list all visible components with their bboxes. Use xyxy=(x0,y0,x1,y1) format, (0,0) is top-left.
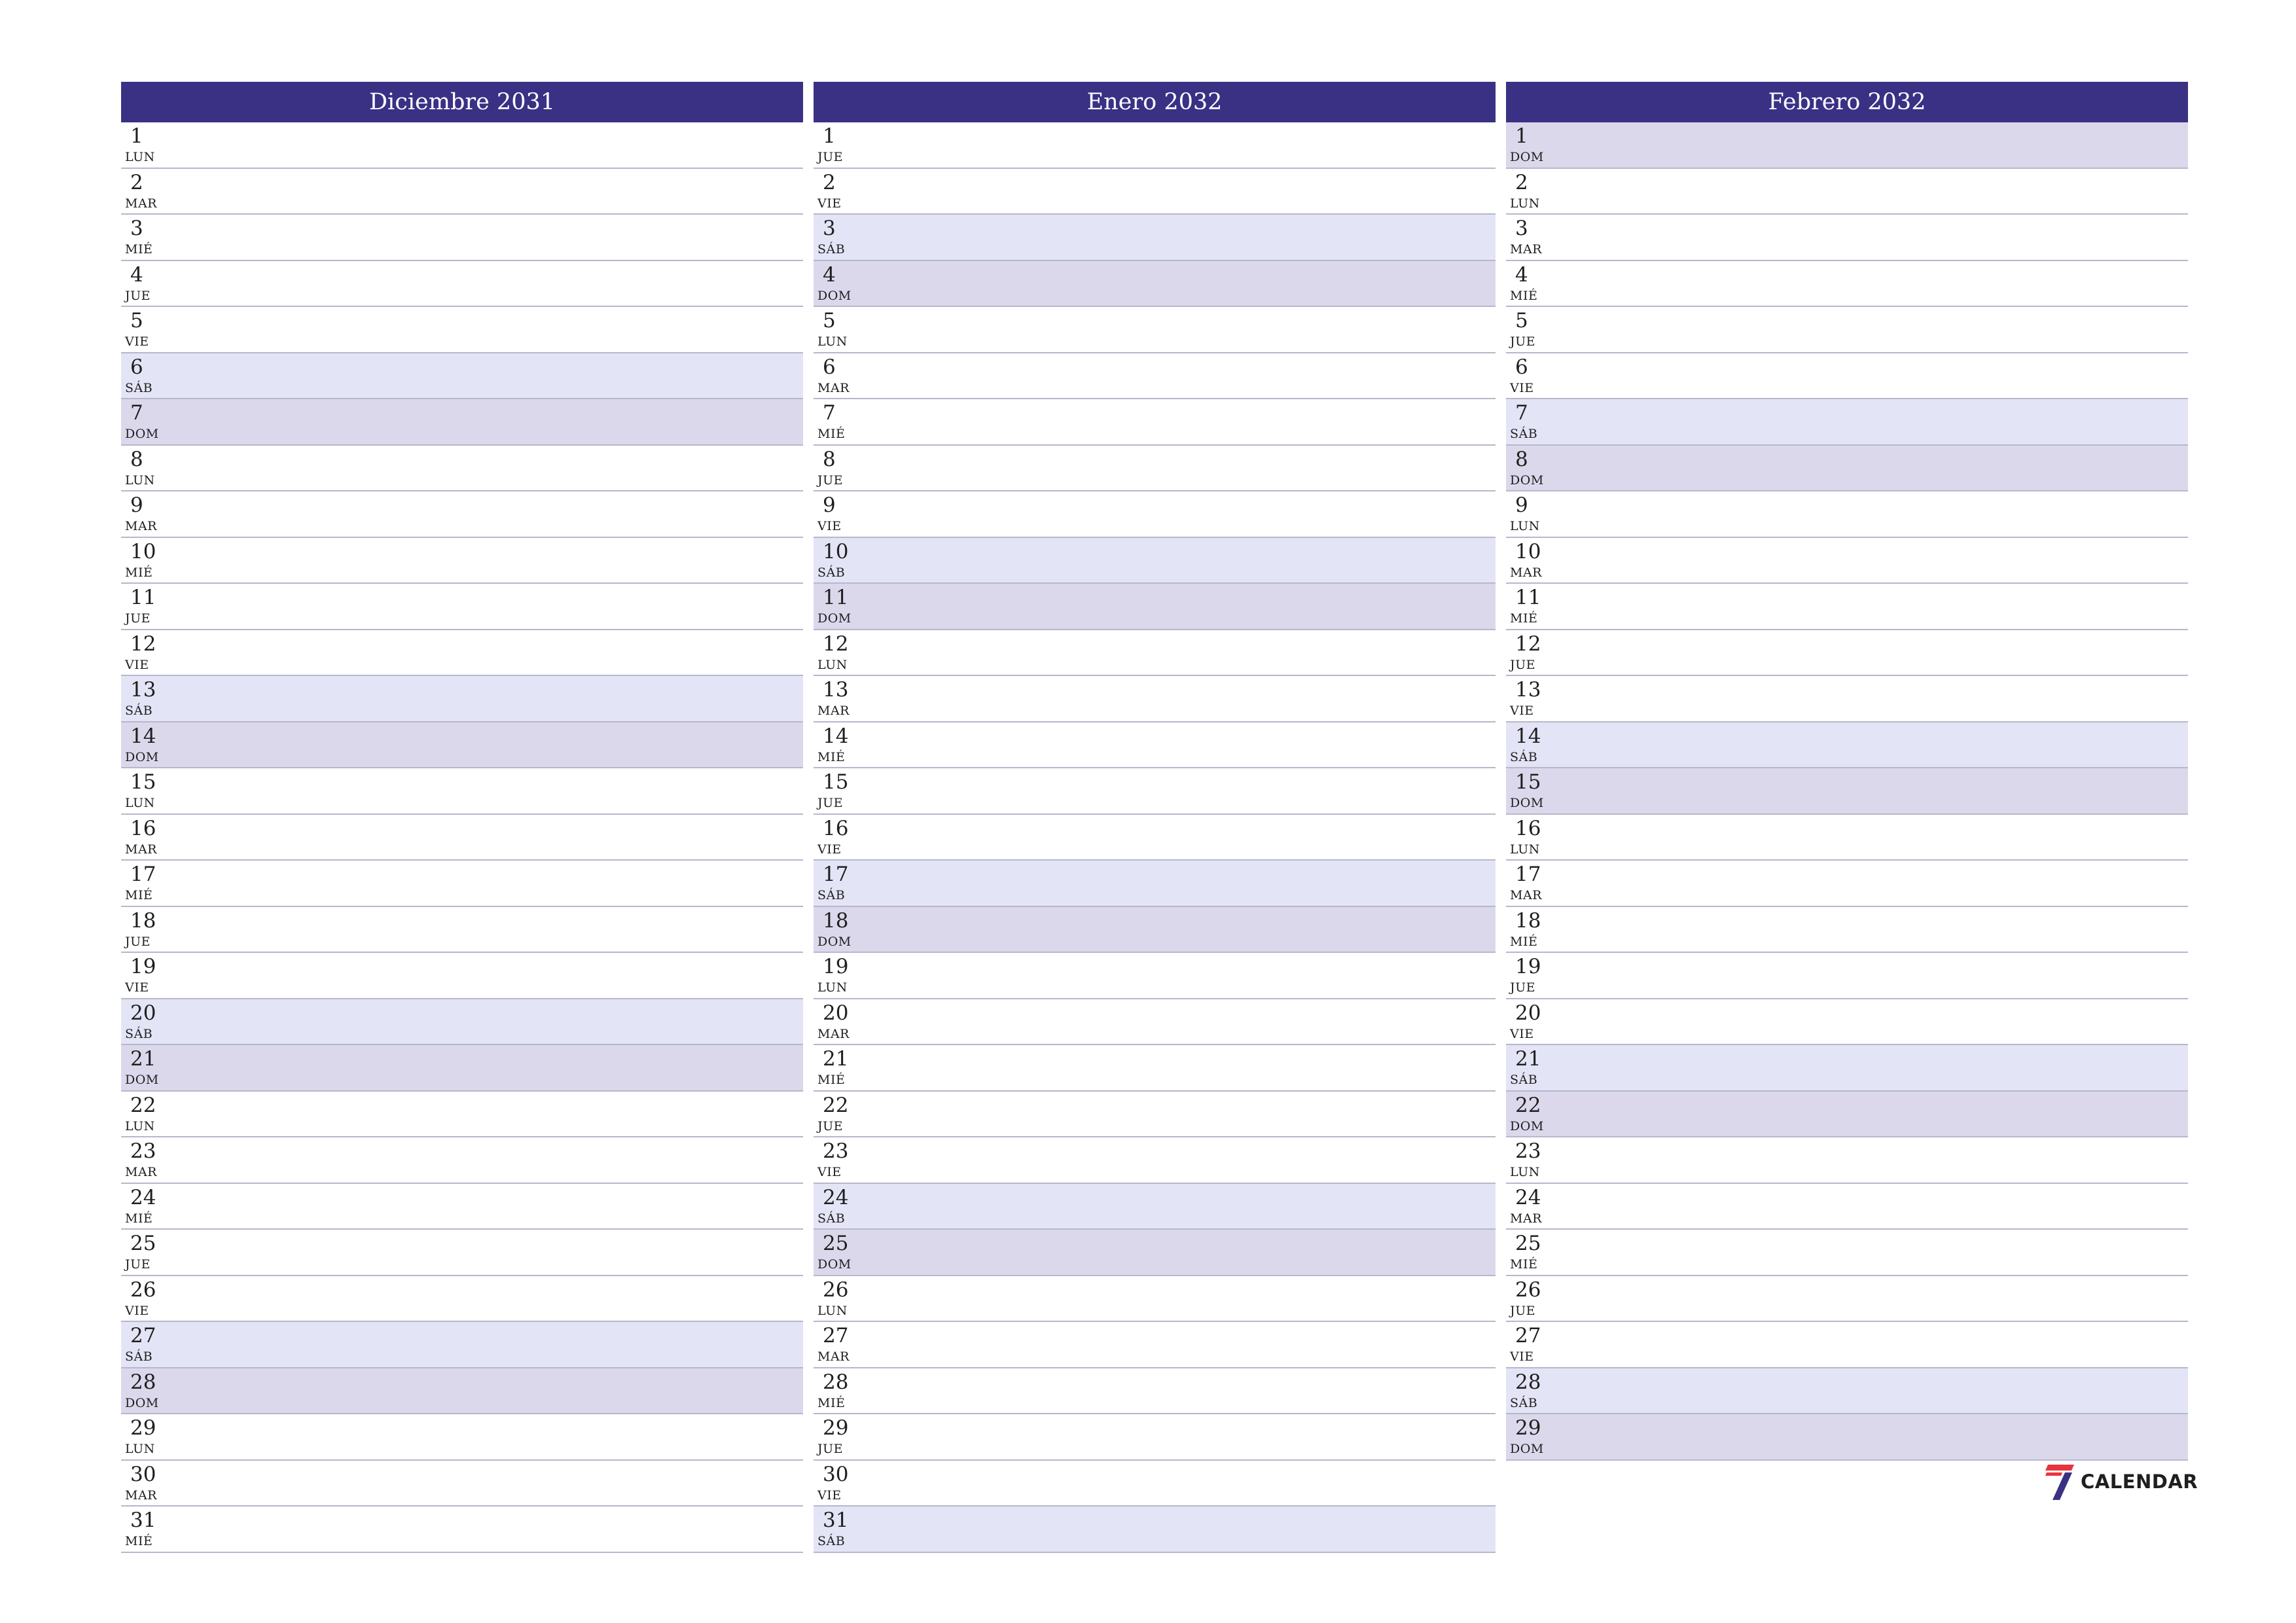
day-row[interactable] xyxy=(121,1137,803,1184)
day-number: 4 xyxy=(130,262,143,287)
day-number: 29 xyxy=(823,1416,849,1440)
weekday-label: VIE xyxy=(817,842,842,857)
weekday-label: VIE xyxy=(1510,380,1534,395)
weekday-label: SÁB xyxy=(1510,1073,1538,1087)
day-row[interactable] xyxy=(814,1230,1496,1276)
day-number: 13 xyxy=(130,678,156,702)
day-number: 4 xyxy=(1515,262,1528,287)
day-row[interactable] xyxy=(814,1461,1496,1507)
weekday-label: VIE xyxy=(125,334,149,349)
day-row[interactable] xyxy=(1506,676,2188,722)
day-row[interactable] xyxy=(1506,215,2188,261)
day-row[interactable] xyxy=(1506,1184,2188,1230)
weekday-label: SÁB xyxy=(817,242,846,257)
day-row[interactable] xyxy=(814,722,1496,769)
day-number: 6 xyxy=(823,355,836,379)
weekday-label: LUN xyxy=(125,1118,155,1133)
weekday-label: DOM xyxy=(1510,473,1544,488)
day-row[interactable] xyxy=(121,861,803,907)
weekday-label: LUN xyxy=(1510,519,1540,533)
day-row[interactable] xyxy=(121,1276,803,1323)
weekday-label: JUE xyxy=(1510,657,1535,672)
day-number: 25 xyxy=(1515,1232,1541,1255)
day-row[interactable] xyxy=(121,122,803,169)
weekday-label: SÁB xyxy=(1510,749,1538,764)
weekday-label: DOM xyxy=(125,1073,159,1087)
day-number: 19 xyxy=(823,955,849,978)
day-number: 3 xyxy=(823,217,836,240)
month-title: Enero 2032 xyxy=(814,82,1496,122)
day-number: 27 xyxy=(823,1324,849,1347)
day-row[interactable] xyxy=(814,815,1496,861)
day-row[interactable] xyxy=(814,1137,1496,1184)
weekday-label: SÁB xyxy=(125,380,153,395)
day-row[interactable] xyxy=(1506,1230,2188,1276)
day-row[interactable] xyxy=(121,630,803,677)
day-row[interactable] xyxy=(814,1322,1496,1368)
day-row[interactable] xyxy=(814,1414,1496,1461)
weekday-label: VIE xyxy=(1510,1026,1534,1041)
day-row[interactable] xyxy=(121,1045,803,1092)
day-number: 20 xyxy=(823,1001,849,1025)
weekday-label: MIÉ xyxy=(1510,288,1538,303)
day-row[interactable] xyxy=(1506,815,2188,861)
day-number: 27 xyxy=(1515,1324,1541,1347)
weekday-label: LUN xyxy=(817,980,848,995)
weekday-label: DOM xyxy=(817,288,852,303)
day-number: 6 xyxy=(130,355,143,379)
day-number: 23 xyxy=(1515,1139,1541,1163)
day-number: 13 xyxy=(1515,678,1541,702)
weekday-label: SÁB xyxy=(817,565,846,580)
weekday-label: LUN xyxy=(1510,1165,1540,1179)
day-row[interactable] xyxy=(814,907,1496,954)
weekday-label: DOM xyxy=(817,1257,852,1272)
day-row[interactable] xyxy=(121,1092,803,1138)
day-row[interactable] xyxy=(1506,768,2188,815)
weekday-label: LUN xyxy=(817,334,848,349)
day-number: 17 xyxy=(130,863,156,886)
day-row[interactable] xyxy=(814,953,1496,999)
weekday-label: JUE xyxy=(1510,334,1535,349)
weekday-label: MAR xyxy=(817,1026,850,1041)
weekday-label: JUE xyxy=(817,1442,843,1456)
weekday-label: JUE xyxy=(817,796,843,810)
weekday-label: SÁB xyxy=(817,1534,846,1548)
day-row[interactable] xyxy=(1506,261,2188,308)
day-number: 7 xyxy=(130,401,143,425)
day-number: 29 xyxy=(1515,1416,1541,1440)
weekday-label: SÁB xyxy=(125,1026,153,1041)
day-row[interactable] xyxy=(121,768,803,815)
day-number: 5 xyxy=(823,309,836,332)
day-number: 22 xyxy=(130,1093,156,1117)
weekday-label: DOM xyxy=(817,934,852,949)
weekday-label: MAR xyxy=(1510,565,1542,580)
day-number: 10 xyxy=(1515,539,1541,563)
day-row[interactable] xyxy=(121,1368,803,1415)
month-december-2031 xyxy=(121,82,803,1553)
day-row[interactable] xyxy=(121,953,803,999)
day-number: 21 xyxy=(130,1047,156,1071)
weekday-label: JUE xyxy=(817,473,843,488)
day-number: 14 xyxy=(130,724,156,748)
weekday-label: MAR xyxy=(817,704,850,718)
weekday-label: LUN xyxy=(125,473,155,488)
day-number: 7 xyxy=(823,401,836,425)
day-number: 19 xyxy=(1515,955,1541,978)
day-row[interactable] xyxy=(814,768,1496,815)
day-list xyxy=(1506,122,2188,1461)
day-number: 18 xyxy=(130,908,156,933)
weekday-label: JUE xyxy=(817,150,843,164)
day-number: 24 xyxy=(130,1185,156,1209)
weekday-label: VIE xyxy=(125,1303,149,1318)
day-row[interactable] xyxy=(121,815,803,861)
weekday-label: VIE xyxy=(1510,1349,1534,1364)
day-row[interactable] xyxy=(814,399,1496,446)
weekday-label: MIÉ xyxy=(1510,934,1538,949)
month-title: Diciembre 2031 xyxy=(121,82,803,122)
day-number: 17 xyxy=(823,863,849,886)
month-february-2032 xyxy=(1506,82,2188,1461)
day-row[interactable] xyxy=(1506,491,2188,538)
day-number: 1 xyxy=(823,124,836,148)
day-row[interactable] xyxy=(814,1045,1496,1092)
weekday-label: MIÉ xyxy=(1510,1257,1538,1272)
day-row[interactable] xyxy=(121,722,803,769)
day-number: 18 xyxy=(823,908,849,933)
day-row[interactable] xyxy=(814,446,1496,492)
day-row[interactable] xyxy=(814,169,1496,215)
weekday-label: MAR xyxy=(125,1165,157,1179)
day-row[interactable] xyxy=(1506,1137,2188,1184)
day-row[interactable] xyxy=(121,307,803,353)
day-row[interactable] xyxy=(814,861,1496,907)
day-row[interactable] xyxy=(814,491,1496,538)
weekday-label: VIE xyxy=(817,1165,842,1179)
day-row[interactable] xyxy=(814,538,1496,584)
day-row[interactable] xyxy=(1506,584,2188,630)
day-list xyxy=(814,122,1496,1553)
calendar-logo[interactable] xyxy=(2045,1463,2198,1503)
day-row[interactable] xyxy=(121,999,803,1046)
day-number: 19 xyxy=(130,955,156,978)
day-row[interactable] xyxy=(1506,999,2188,1046)
weekday-label: SÁB xyxy=(817,888,846,902)
weekday-label: DOM xyxy=(1510,1442,1544,1456)
day-row[interactable] xyxy=(121,215,803,261)
day-row[interactable] xyxy=(814,353,1496,400)
day-row[interactable] xyxy=(814,261,1496,308)
weekday-label: MIÉ xyxy=(125,1211,153,1226)
day-row[interactable] xyxy=(121,1461,803,1507)
day-row[interactable] xyxy=(814,307,1496,353)
day-row[interactable] xyxy=(1506,1414,2188,1461)
day-row[interactable] xyxy=(1506,307,2188,353)
weekday-label: MIÉ xyxy=(125,242,153,257)
day-number: 28 xyxy=(1515,1370,1541,1394)
day-number: 4 xyxy=(823,262,836,287)
day-number: 9 xyxy=(130,493,143,517)
day-number: 9 xyxy=(823,493,836,517)
day-number: 17 xyxy=(1515,863,1541,886)
day-row[interactable] xyxy=(1506,953,2188,999)
weekday-label: SÁB xyxy=(817,1211,846,1226)
day-row[interactable] xyxy=(1506,1092,2188,1138)
day-number: 6 xyxy=(1515,355,1528,379)
seven-logo-icon xyxy=(2045,1463,2075,1501)
weekday-label: DOM xyxy=(1510,1118,1544,1133)
day-number: 30 xyxy=(130,1462,156,1486)
weekday-label: MAR xyxy=(125,196,157,211)
day-number: 10 xyxy=(823,539,849,563)
day-number: 26 xyxy=(130,1277,156,1302)
day-number: 23 xyxy=(823,1139,849,1163)
day-row[interactable] xyxy=(814,1507,1496,1553)
day-row[interactable] xyxy=(1506,399,2188,446)
day-number: 21 xyxy=(1515,1047,1541,1071)
weekday-label: MIÉ xyxy=(817,1073,846,1087)
day-row[interactable] xyxy=(121,1184,803,1230)
day-number: 14 xyxy=(1515,724,1541,748)
weekday-label: DOM xyxy=(125,749,159,764)
day-row[interactable] xyxy=(121,538,803,584)
weekday-label: LUN xyxy=(125,1442,155,1456)
day-row[interactable] xyxy=(1506,1322,2188,1368)
day-number: 28 xyxy=(130,1370,156,1394)
weekday-label: LUN xyxy=(817,657,848,672)
day-number: 28 xyxy=(823,1370,849,1394)
day-number: 13 xyxy=(823,678,849,702)
day-number: 2 xyxy=(130,170,143,194)
day-row[interactable] xyxy=(121,584,803,630)
day-number: 29 xyxy=(130,1416,156,1440)
weekday-label: LUN xyxy=(125,796,155,810)
weekday-label: JUE xyxy=(125,288,151,303)
day-row[interactable] xyxy=(121,1507,803,1553)
day-row[interactable] xyxy=(121,676,803,722)
weekday-label: SÁB xyxy=(1510,1395,1538,1410)
day-number: 2 xyxy=(1515,170,1528,194)
day-number: 8 xyxy=(1515,447,1528,471)
day-number: 15 xyxy=(1515,770,1541,794)
day-number: 26 xyxy=(1515,1277,1541,1302)
weekday-label: MIÉ xyxy=(125,1534,153,1548)
day-number: 11 xyxy=(823,586,849,609)
weekday-label: JUE xyxy=(1510,1303,1535,1318)
day-row[interactable] xyxy=(121,169,803,215)
day-number: 12 xyxy=(1515,632,1541,656)
day-number: 16 xyxy=(130,816,156,840)
day-number: 23 xyxy=(130,1139,156,1163)
weekday-label: DOM xyxy=(125,427,159,441)
day-number: 14 xyxy=(823,724,849,748)
day-number: 12 xyxy=(823,632,849,656)
day-row[interactable] xyxy=(121,907,803,954)
day-number: 15 xyxy=(823,770,849,794)
day-number: 1 xyxy=(130,124,143,148)
weekday-label: MAR xyxy=(125,519,157,533)
weekday-label: LUN xyxy=(817,1303,848,1318)
day-number: 11 xyxy=(1515,586,1541,609)
weekday-label: DOM xyxy=(1510,150,1544,164)
weekday-label: SÁB xyxy=(125,704,153,718)
day-list xyxy=(121,122,803,1553)
day-number: 3 xyxy=(130,217,143,240)
weekday-label: DOM xyxy=(125,1395,159,1410)
day-row[interactable] xyxy=(814,122,1496,169)
day-number: 8 xyxy=(823,447,836,471)
day-row[interactable] xyxy=(1506,1368,2188,1415)
weekday-label: VIE xyxy=(817,519,842,533)
weekday-label: JUE xyxy=(817,1118,843,1133)
day-row[interactable] xyxy=(121,261,803,308)
weekday-label: VIE xyxy=(817,1488,842,1503)
day-number: 12 xyxy=(130,632,156,656)
weekday-label: JUE xyxy=(125,934,151,949)
day-number: 25 xyxy=(823,1232,849,1255)
weekday-label: JUE xyxy=(125,1257,151,1272)
day-row[interactable] xyxy=(121,491,803,538)
day-row[interactable] xyxy=(814,1092,1496,1138)
day-row[interactable] xyxy=(121,353,803,400)
day-number: 1 xyxy=(1515,124,1528,148)
day-number: 21 xyxy=(823,1047,849,1071)
day-number: 15 xyxy=(130,770,156,794)
weekday-label: JUE xyxy=(125,611,151,626)
day-number: 16 xyxy=(1515,816,1541,840)
day-number: 30 xyxy=(823,1462,849,1486)
weekday-label: MAR xyxy=(1510,1211,1542,1226)
weekday-label: MIÉ xyxy=(125,888,153,902)
day-row[interactable] xyxy=(1506,861,2188,907)
month-january-2032 xyxy=(814,82,1496,1553)
day-row[interactable] xyxy=(121,1322,803,1368)
weekday-label: MAR xyxy=(817,380,850,395)
day-row[interactable] xyxy=(1506,538,2188,584)
day-row[interactable] xyxy=(121,446,803,492)
day-number: 18 xyxy=(1515,908,1541,933)
weekday-label: MIÉ xyxy=(125,565,153,580)
day-number: 22 xyxy=(1515,1093,1541,1117)
month-title: Febrero 2032 xyxy=(1506,82,2188,122)
day-number: 20 xyxy=(1515,1001,1541,1025)
weekday-label: LUN xyxy=(1510,842,1540,857)
day-number: 10 xyxy=(130,539,156,563)
weekday-label: VIE xyxy=(125,980,149,995)
day-number: 2 xyxy=(823,170,836,194)
day-row[interactable] xyxy=(814,1276,1496,1323)
day-number: 9 xyxy=(1515,493,1528,517)
day-row[interactable] xyxy=(121,1230,803,1276)
day-number: 31 xyxy=(823,1508,849,1532)
day-number: 25 xyxy=(130,1232,156,1255)
day-number: 16 xyxy=(823,816,849,840)
weekday-label: MAR xyxy=(817,1349,850,1364)
weekday-label: VIE xyxy=(125,657,149,672)
day-row[interactable] xyxy=(814,1368,1496,1415)
day-row[interactable] xyxy=(814,215,1496,261)
day-number: 22 xyxy=(823,1093,849,1117)
day-row[interactable] xyxy=(814,630,1496,677)
weekday-label: DOM xyxy=(817,611,852,626)
day-number: 31 xyxy=(130,1508,156,1532)
weekday-label: MAR xyxy=(1510,888,1542,902)
day-row[interactable] xyxy=(1506,630,2188,677)
day-number: 7 xyxy=(1515,401,1528,425)
day-row[interactable] xyxy=(1506,353,2188,400)
weekday-label: LUN xyxy=(1510,196,1540,211)
weekday-label: DOM xyxy=(1510,796,1544,810)
weekday-label: MIÉ xyxy=(817,749,846,764)
day-row[interactable] xyxy=(814,999,1496,1046)
day-number: 5 xyxy=(130,309,143,332)
logo-text: CALENDAR xyxy=(2081,1471,2198,1493)
weekday-label: LUN xyxy=(125,150,155,164)
day-row[interactable] xyxy=(1506,722,2188,769)
day-number: 26 xyxy=(823,1277,849,1302)
day-row[interactable] xyxy=(121,1414,803,1461)
weekday-label: MAR xyxy=(1510,242,1542,257)
weekday-label: VIE xyxy=(1510,704,1534,718)
day-number: 3 xyxy=(1515,217,1528,240)
weekday-label: MIÉ xyxy=(817,427,846,441)
day-number: 8 xyxy=(130,447,143,471)
day-number: 20 xyxy=(130,1001,156,1025)
weekday-label: MIÉ xyxy=(1510,611,1538,626)
weekday-label: MAR xyxy=(125,842,157,857)
day-row[interactable] xyxy=(1506,446,2188,492)
weekday-label: MIÉ xyxy=(817,1395,846,1410)
day-row[interactable] xyxy=(814,1184,1496,1230)
day-number: 24 xyxy=(823,1185,849,1209)
day-row[interactable] xyxy=(1506,122,2188,169)
day-number: 24 xyxy=(1515,1185,1541,1209)
day-row[interactable] xyxy=(1506,1045,2188,1092)
day-row[interactable] xyxy=(121,399,803,446)
day-row[interactable] xyxy=(814,676,1496,722)
day-row[interactable] xyxy=(1506,1276,2188,1323)
weekday-label: SÁB xyxy=(125,1349,153,1364)
day-number: 5 xyxy=(1515,309,1528,332)
weekday-label: JUE xyxy=(1510,980,1535,995)
day-row[interactable] xyxy=(814,584,1496,630)
day-row[interactable] xyxy=(1506,907,2188,954)
day-number: 11 xyxy=(130,586,156,609)
day-number: 27 xyxy=(130,1324,156,1347)
weekday-label: MAR xyxy=(125,1488,157,1503)
weekday-label: VIE xyxy=(817,196,842,211)
day-row[interactable] xyxy=(1506,169,2188,215)
weekday-label: SÁB xyxy=(1510,427,1538,441)
